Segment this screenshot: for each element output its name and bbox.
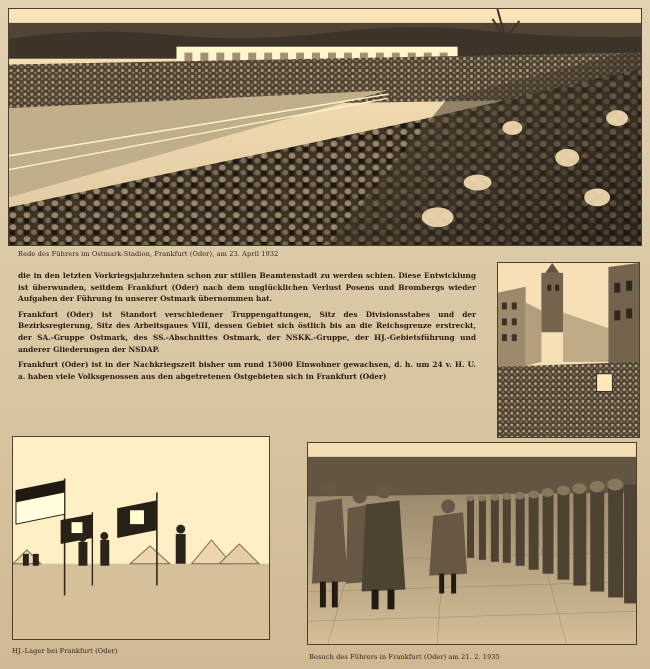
paragraph-1: die in den letzten Vorkriegsjahrzehnten schon zur stillen Beamtenstadt zu werden schien. Diese Entwicklung ist überwunden, seitdem Frankfurt (Oder) nach dem unglücklichen Verlust Posens und Brombergs wieder Aufgaben der Führung in unserer Ostmark übernommen hat. [18,271,476,304]
street-photo [497,262,640,438]
stadium-photo [8,8,642,246]
paragraph-2: Frankfurt (Oder) ist Standort verschiedener Truppengattungen, Sitz des Divisionsstabes und der Bezirksregierung, Sitz des Arbeitsgaues VIII, dessen Gebiet sich östlich bis an die Reichsgrenze erstreckt, der SA.-Gruppe Ostmark, des SS.-Abschnittes Ostmark, der NSKK.-Gruppe, der HJ.-Gebietsführung und anderer Gliederungen der NSDAP. [18,309,476,354]
parade-photo [307,442,637,645]
body-text [18,270,476,386]
visit-caption: Besuch des Führers in Frankfurt (Oder) am 21. 2. 1935 [309,653,500,661]
stadium-caption: Rede des Führers im Ostmark-Stadion, Frankfurt (Oder), am 23. April 1932 [18,250,279,258]
camp-caption: HJ.-Lager bei Frankfurt (Oder) [12,647,118,655]
paragraph-3: Frankfurt (Oder) ist in der Nachkriegszeit bisher um rund 15000 Einwohner gewachsen, d. h. um 24 v. H. U. a. haben viele Volksgenossen aus den abgetretenen Ostgebieten sich in Frankfurt (Oder) [18,360,476,381]
camp-photo [12,436,270,640]
